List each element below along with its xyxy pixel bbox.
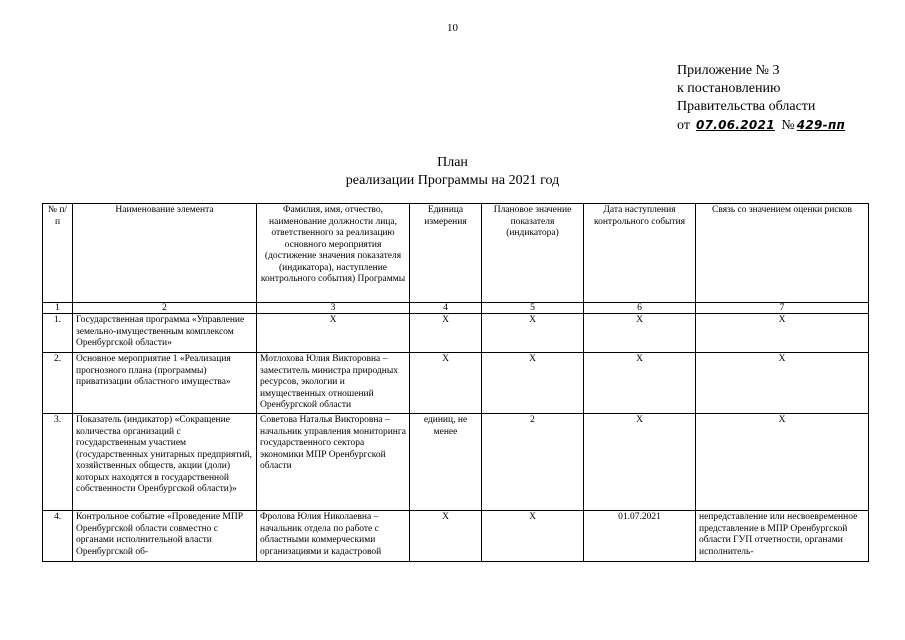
appendix-line-2: к постановлению	[677, 81, 781, 96]
column-number: 1	[43, 303, 73, 314]
row-element: Показатель (индикатор) «Сокращение количества организаций с государственным участием (государственных унитарных предприятий, хозяйственных обществ, акции (доли) которых находятся в государственной собственности Оренбургской области)»	[73, 414, 257, 511]
column-number: 3	[257, 303, 410, 314]
row-responsible: X	[257, 314, 410, 353]
number-label: №	[781, 118, 795, 133]
header-cell-date: Дата наступления контрольного события	[584, 204, 696, 303]
row-number: 2.	[43, 353, 73, 414]
header-cell-planned: Плановое значение показателя (индикатора)	[482, 204, 584, 303]
resolution-date: 07.06.2021	[695, 118, 775, 132]
title-line-2: реализации Программы на 2021 год	[345, 173, 560, 188]
column-number: 6	[584, 303, 696, 314]
appendix-signature-line	[677, 116, 845, 135]
appendix-block	[677, 62, 845, 135]
table-row	[43, 414, 869, 511]
row-risk: X	[696, 414, 869, 511]
appendix-line-3: Правительства области	[677, 99, 816, 114]
row-planned: 2	[482, 414, 584, 511]
plan-table	[42, 203, 869, 562]
row-planned: X	[482, 353, 584, 414]
header-cell-responsible: Фамилия, имя, отчество, наименование должности лица, ответственного за реализацию основного мероприятия (достижение значения показателя (индикатора), наступление контрольного события) Программы	[257, 204, 410, 303]
column-number: 2	[73, 303, 257, 314]
row-number: 1.	[43, 314, 73, 353]
resolution-number: 429-пп	[796, 118, 846, 132]
row-risk: X	[696, 314, 869, 353]
document-title	[0, 154, 905, 190]
table-row	[43, 314, 869, 353]
row-element: Контрольное событие «Проведение МПР Оренбургской области совместно с органами исполнительной власти Оренбургской об-	[73, 511, 257, 562]
column-number: 4	[410, 303, 482, 314]
row-risk: X	[696, 353, 869, 414]
row-date: X	[584, 314, 696, 353]
row-unit: X	[410, 511, 482, 562]
row-risk: непредставление или несвоевременное представление в МПР Оренбургской области ГУП отчетности, органами исполнитель-	[696, 511, 869, 562]
appendix-line-1: Приложение № 3	[677, 63, 780, 78]
column-number: 7	[696, 303, 869, 314]
row-responsible: Мотлохова Юлия Викторовна – заместитель министра природных ресурсов, экологии и имущественных отношений Оренбургской области	[257, 353, 410, 414]
header-cell-element: Наименование элемента	[73, 204, 257, 303]
row-unit: X	[410, 353, 482, 414]
row-number: 3.	[43, 414, 73, 511]
row-date: X	[584, 353, 696, 414]
row-element: Основное мероприятие 1 «Реализация прогнозного плана (программы) приватизации областного имущества»	[73, 353, 257, 414]
header-cell-num: № п/п	[43, 204, 73, 303]
row-date: X	[584, 414, 696, 511]
table-row	[43, 511, 869, 562]
header-cell-unit: Единица измерения	[410, 204, 482, 303]
table-header-row	[43, 204, 869, 303]
column-number-row	[43, 303, 869, 314]
row-planned: X	[482, 511, 584, 562]
row-date: 01.07.2021	[584, 511, 696, 562]
column-number: 5	[482, 303, 584, 314]
row-unit: единиц, не менее	[410, 414, 482, 511]
title-line-1: План	[437, 155, 468, 170]
row-element: Государственная программа «Управление земельно-имущественным комплексом Оренбургской области»	[73, 314, 257, 353]
header-cell-risk: Связь со значением оценки рисков	[696, 204, 869, 303]
row-responsible: Советова Наталья Викторовна – начальник управления мониторинга государственного сектора экономики МПР Оренбургской области	[257, 414, 410, 511]
from-label: от	[677, 118, 690, 133]
page-number: 10	[447, 22, 458, 34]
row-responsible: Фролова Юлия Николаевна – начальник отдела по работе с областными коммерческими организациями и кадастровой	[257, 511, 410, 562]
row-number: 4.	[43, 511, 73, 562]
table-row	[43, 353, 869, 414]
row-planned: X	[482, 314, 584, 353]
row-unit: X	[410, 314, 482, 353]
